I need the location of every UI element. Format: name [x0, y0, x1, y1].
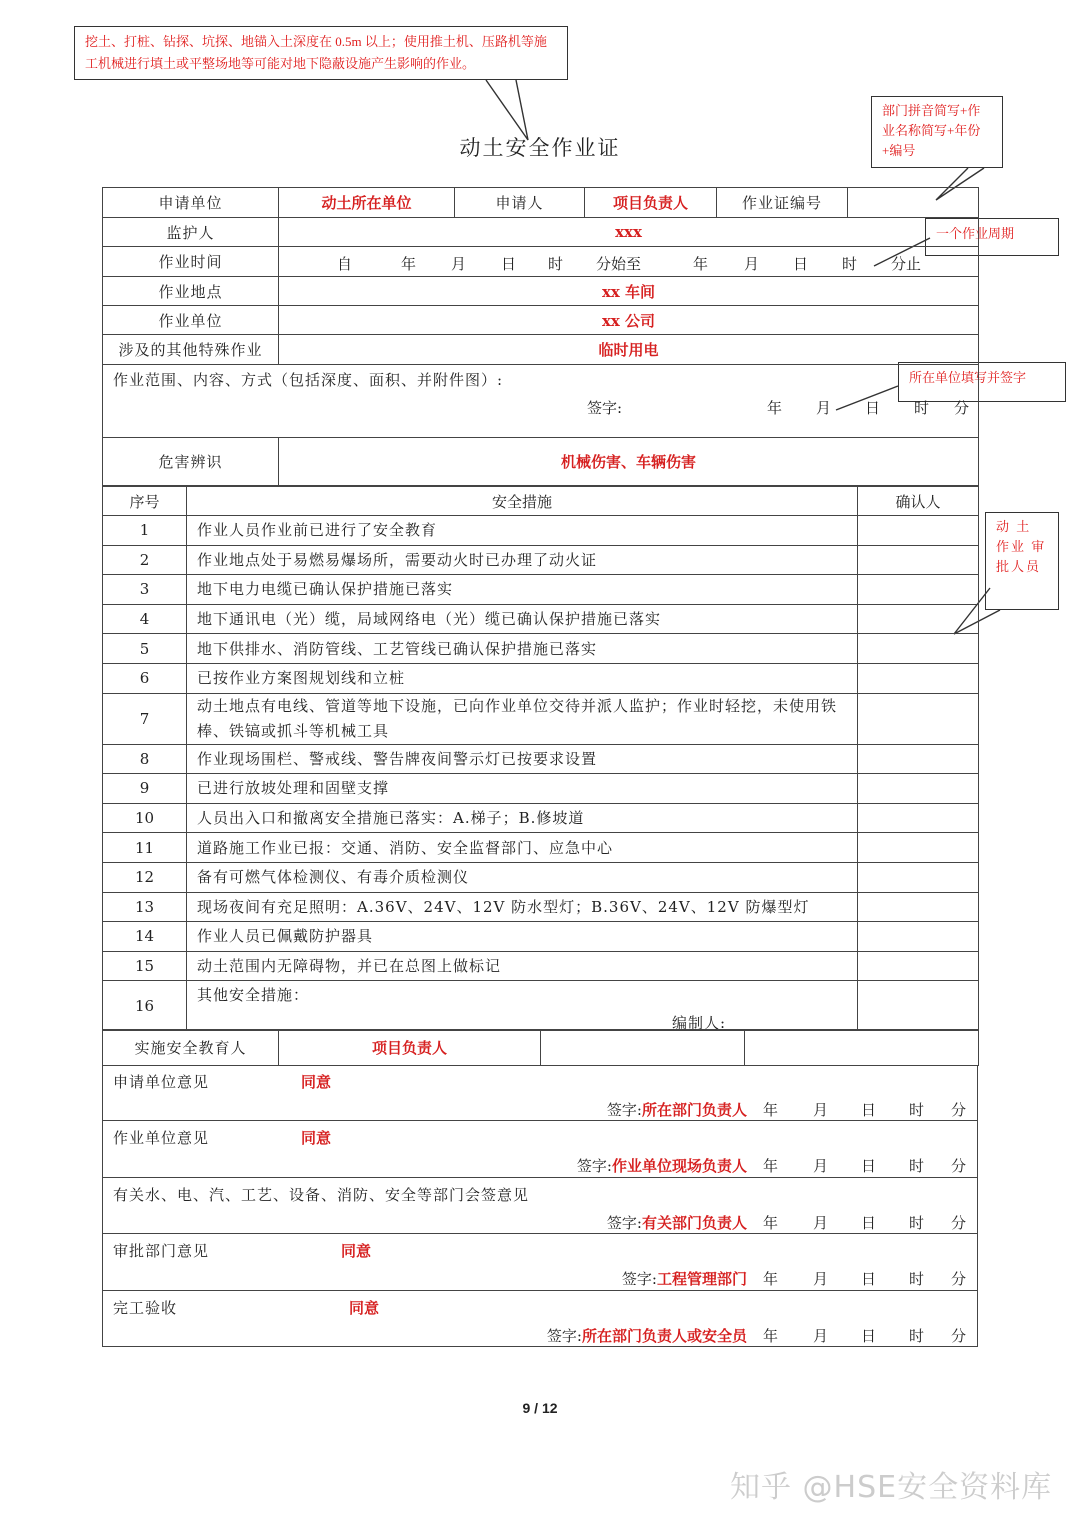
date-part: 分: [951, 1326, 967, 1345]
measure-confirm-cell[interactable]: [858, 803, 979, 833]
opinion-signature[interactable]: [577, 1155, 747, 1176]
measure-no: 2: [103, 545, 187, 575]
measure-no: 10: [103, 803, 187, 833]
measure-row: [103, 803, 979, 833]
opinion-value[interactable]: 同意: [349, 1298, 380, 1317]
measure-no: 4: [103, 604, 187, 634]
date-part: 分: [951, 1101, 967, 1119]
location-value[interactable]: xx 车间: [279, 277, 979, 306]
measure-row: [103, 663, 979, 693]
date-part: 时: [909, 1101, 925, 1119]
measure-row: [103, 516, 979, 546]
signer-value: 工程管理部门: [656, 1270, 747, 1289]
measure-row: [103, 833, 979, 863]
measure-no: 8: [103, 744, 187, 774]
wt-year-2: 年: [693, 255, 709, 273]
date-part: 年: [763, 1157, 779, 1176]
education-label: 实施安全教育人: [103, 1030, 279, 1066]
wt-day-1: 日: [501, 255, 517, 273]
measure-confirm-cell[interactable]: [858, 922, 979, 952]
education-blank-2[interactable]: [745, 1030, 979, 1066]
work-time-label: 作业时间: [103, 247, 279, 277]
work-unit-label: 作业单位: [103, 306, 279, 335]
measure-row: [103, 981, 979, 1031]
opinion-block: [103, 1234, 977, 1290]
opinion-label: 有关水、电、汽、工艺、设备、消防、安全等部门会签意见: [113, 1185, 530, 1204]
measures-header-measure: 安全措施: [187, 487, 858, 516]
measure-confirm-cell[interactable]: [858, 575, 979, 605]
permit-number-value[interactable]: [848, 188, 979, 218]
measure-text: 作业人员已佩戴防护器具: [187, 922, 858, 952]
measure-no: 7: [103, 693, 187, 744]
signature-label: 签字:: [546, 1326, 582, 1345]
permit-header-table: [102, 187, 979, 486]
date-part: 月: [813, 1213, 829, 1232]
opinion-label: 作业单位意见: [113, 1129, 210, 1148]
measure-confirm-cell[interactable]: [858, 892, 979, 922]
special-work-value[interactable]: 临时用电: [279, 335, 979, 365]
applicant-label: 申请人: [455, 188, 585, 218]
location-label: 作业地点: [103, 277, 279, 306]
education-value[interactable]: 项目负责人: [279, 1030, 541, 1066]
safety-measures-table: [102, 486, 979, 1031]
measure-row: [103, 951, 979, 981]
work-unit-value[interactable]: xx 公司: [279, 306, 979, 335]
measure-author-label: 编制人:: [672, 1014, 727, 1031]
date-part: 日: [861, 1157, 877, 1176]
measure-row: [103, 575, 979, 605]
measure-no: 1: [103, 516, 187, 546]
measure-text: 道路施工作业已报：交通、消防、安全监督部门、应急中心: [187, 833, 858, 863]
scope-day: 日: [865, 399, 881, 417]
measure-no: 5: [103, 634, 187, 664]
measure-row: [103, 892, 979, 922]
measure-no: 11: [103, 833, 187, 863]
pointer-top: [486, 80, 528, 140]
callout-approver: 动 土 作业 审 批人员: [985, 512, 1059, 610]
date-part: 时: [909, 1326, 925, 1345]
permit-number-label: 作业证编号: [717, 188, 848, 218]
wt-hour-2: 时: [842, 255, 858, 273]
measure-text: 地下通讯电（光）缆，局域网络电（光）缆已确认保护措施已落实: [187, 604, 858, 634]
opinion-signature[interactable]: [622, 1268, 747, 1289]
wt-min-end: 分止: [891, 255, 922, 273]
measure-row: [103, 545, 979, 575]
measure-text: 作业人员作业前已进行了安全教育: [187, 516, 858, 546]
opinion-block: [103, 1291, 977, 1347]
signer-value: 有关部门负责人: [641, 1213, 747, 1232]
scope-cell[interactable]: [103, 365, 979, 438]
scope-minute: 分: [954, 399, 970, 417]
wt-month-2: 月: [744, 255, 760, 273]
wt-from: 自: [337, 255, 353, 273]
signature-label: 签字:: [576, 1157, 612, 1176]
applicant-value: 项目负责人: [585, 188, 717, 218]
opinion-block: [103, 1178, 977, 1234]
measure-no: 6: [103, 663, 187, 693]
measure-confirm-cell[interactable]: [858, 693, 979, 744]
signer-value: 所在部门负责人: [641, 1101, 747, 1119]
callout-work-period: 一个作业周期: [925, 218, 1059, 256]
hazard-label: 危害辨识: [103, 438, 279, 486]
wt-month-1: 月: [451, 255, 467, 273]
watermark: 知乎 @HSE安全资料库: [730, 1470, 1053, 1505]
opinion-block: [103, 1121, 977, 1177]
measure-confirm-cell[interactable]: [858, 862, 979, 892]
measure-no: 14: [103, 922, 187, 952]
opinion-value[interactable]: 同意: [301, 1073, 332, 1091]
date-part: 分: [951, 1270, 967, 1289]
education-blank-1[interactable]: [541, 1030, 745, 1066]
opinion-signature[interactable]: [607, 1099, 747, 1120]
measure-no: 12: [103, 862, 187, 892]
opinion-label: 完工验收: [113, 1298, 178, 1317]
date-part: 分: [951, 1157, 967, 1176]
measure-confirm-cell[interactable]: [858, 663, 979, 693]
measure-text: 已按作业方案图规划线和立桩: [187, 663, 858, 693]
measure-no: 15: [103, 951, 187, 981]
measure-other-label: 其他安全措施：: [197, 986, 310, 1005]
opinion-label: 审批部门意见: [113, 1242, 210, 1261]
date-part: 时: [909, 1213, 925, 1232]
measure-confirm-cell[interactable]: [858, 951, 979, 981]
measure-confirm-cell[interactable]: [858, 833, 979, 863]
measure-no: 16: [103, 981, 187, 1031]
scope-label: 作业范围、内容、方式（包括深度、面积、并附件图）:: [113, 371, 504, 389]
measure-text: 现场夜间有充足照明：A.36V、24V、12V 防水型灯；B.36V、24V、12V 防爆型灯: [187, 892, 858, 922]
opinion-signature[interactable]: [607, 1212, 747, 1233]
measure-text: 地下供排水、消防管线、工艺管线已确认保护措施已落实: [187, 634, 858, 664]
measure-confirm-cell[interactable]: [858, 774, 979, 804]
measure-confirm-cell[interactable]: [858, 516, 979, 546]
callout-sign-note: 所在单位填写并签字: [898, 362, 1066, 402]
measure-confirm-cell[interactable]: [858, 744, 979, 774]
measure-text: [187, 981, 858, 1031]
scope-hour: 时: [914, 399, 930, 417]
measure-row: [103, 922, 979, 952]
opinion-value[interactable]: 同意: [341, 1242, 372, 1261]
supervisor-label: 监护人: [103, 218, 279, 247]
date-part: 年: [763, 1213, 779, 1232]
signature-label: 签字:: [606, 1213, 642, 1232]
measure-row: [103, 693, 979, 744]
signer-value: 所在部门负责人或安全员: [581, 1326, 747, 1345]
callout-permit-number-rule: 部门拼音简写+作业名称简写+年份+编号: [871, 96, 1003, 168]
measure-text: 作业地点处于易燃易爆场所，需要动火时已办理了动火证: [187, 545, 858, 575]
apply-unit-value: 动土所在单位: [279, 188, 455, 218]
date-part: 时: [909, 1270, 925, 1289]
date-part: 时: [909, 1157, 925, 1176]
work-time-value[interactable]: [279, 247, 979, 277]
date-part: 日: [861, 1101, 877, 1119]
wt-hour-1: 时: [548, 255, 564, 273]
measures-header-confirm: 确认人: [858, 487, 979, 516]
apply-unit-label: 申请单位: [103, 188, 279, 218]
callout-excavation-definition: 挖土、打桩、钻探、坑探、地锚入土深度在 0.5m 以上；使用推土机、压路机等施工机械进行填土或平整场地等可能对地下隐蔽设施产生影响的作业。: [74, 26, 568, 80]
measure-text: 人员出入口和撤离安全措施已落实：A.梯子；B.修坡道: [187, 803, 858, 833]
signer-value: 作业单位现场负责人: [611, 1157, 747, 1176]
date-part: 日: [861, 1213, 877, 1232]
opinions-section: [102, 1065, 978, 1347]
measure-confirm-cell[interactable]: [858, 604, 979, 634]
date-part: 月: [813, 1157, 829, 1176]
date-part: 年: [763, 1326, 779, 1345]
measure-no: 13: [103, 892, 187, 922]
measure-text: 已进行放坡处理和固壁支撑: [187, 774, 858, 804]
page-number: 9 / 12: [522, 1400, 558, 1416]
measure-confirm-cell[interactable]: [858, 545, 979, 575]
measures-header-no: 序号: [103, 487, 187, 516]
measure-confirm-cell[interactable]: [858, 981, 979, 1031]
wt-min-start: 分始至: [596, 255, 642, 273]
measure-row: [103, 862, 979, 892]
measure-text: 作业现场围栏、警戒线、警告牌夜间警示灯已按要求设置: [187, 744, 858, 774]
measure-text: 备有可燃气体检测仪、有毒介质检测仪: [187, 862, 858, 892]
opinion-value[interactable]: 同意: [301, 1129, 332, 1148]
opinion-signature[interactable]: [547, 1325, 747, 1346]
date-part: 月: [813, 1101, 829, 1119]
measure-confirm-cell[interactable]: [858, 634, 979, 664]
special-work-label: 涉及的其他特殊作业: [103, 335, 279, 365]
date-part: 日: [861, 1326, 877, 1345]
date-part: 年: [763, 1101, 779, 1119]
measure-row: [103, 634, 979, 664]
wt-day-2: 日: [793, 255, 809, 273]
scope-sign-label: 签字:: [587, 399, 623, 417]
date-part: 月: [813, 1326, 829, 1345]
date-part: 分: [951, 1213, 967, 1232]
date-part: 月: [813, 1270, 829, 1289]
hazard-value[interactable]: 机械伤害、车辆伤害: [279, 438, 979, 486]
date-part: 年: [763, 1270, 779, 1289]
education-table: [102, 1029, 979, 1066]
scope-month: 月: [816, 399, 832, 417]
measure-row: [103, 604, 979, 634]
wt-year-1: 年: [401, 255, 417, 273]
measure-no: 3: [103, 575, 187, 605]
supervisor-value[interactable]: xxx: [279, 218, 979, 247]
measure-text: 动土地点有电线、管道等地下设施，已向作业单位交待并派人监护；作业时轻挖，未使用铁棒、铁镐或抓斗等机械工具: [187, 693, 858, 744]
date-part: 日: [861, 1270, 877, 1289]
measure-text: 动土范围内无障碍物，并已在总图上做标记: [187, 951, 858, 981]
signature-label: 签字:: [606, 1101, 642, 1119]
measure-text: 地下电力电缆已确认保护措施已落实: [187, 575, 858, 605]
opinion-block: [103, 1065, 977, 1121]
scope-year: 年: [767, 399, 783, 417]
page-title: 动土安全作业证: [459, 136, 621, 160]
opinion-label: 申请单位意见: [113, 1073, 210, 1091]
measure-row: [103, 774, 979, 804]
measure-no: 9: [103, 774, 187, 804]
measure-row: [103, 744, 979, 774]
signature-label: 签字:: [621, 1270, 657, 1289]
